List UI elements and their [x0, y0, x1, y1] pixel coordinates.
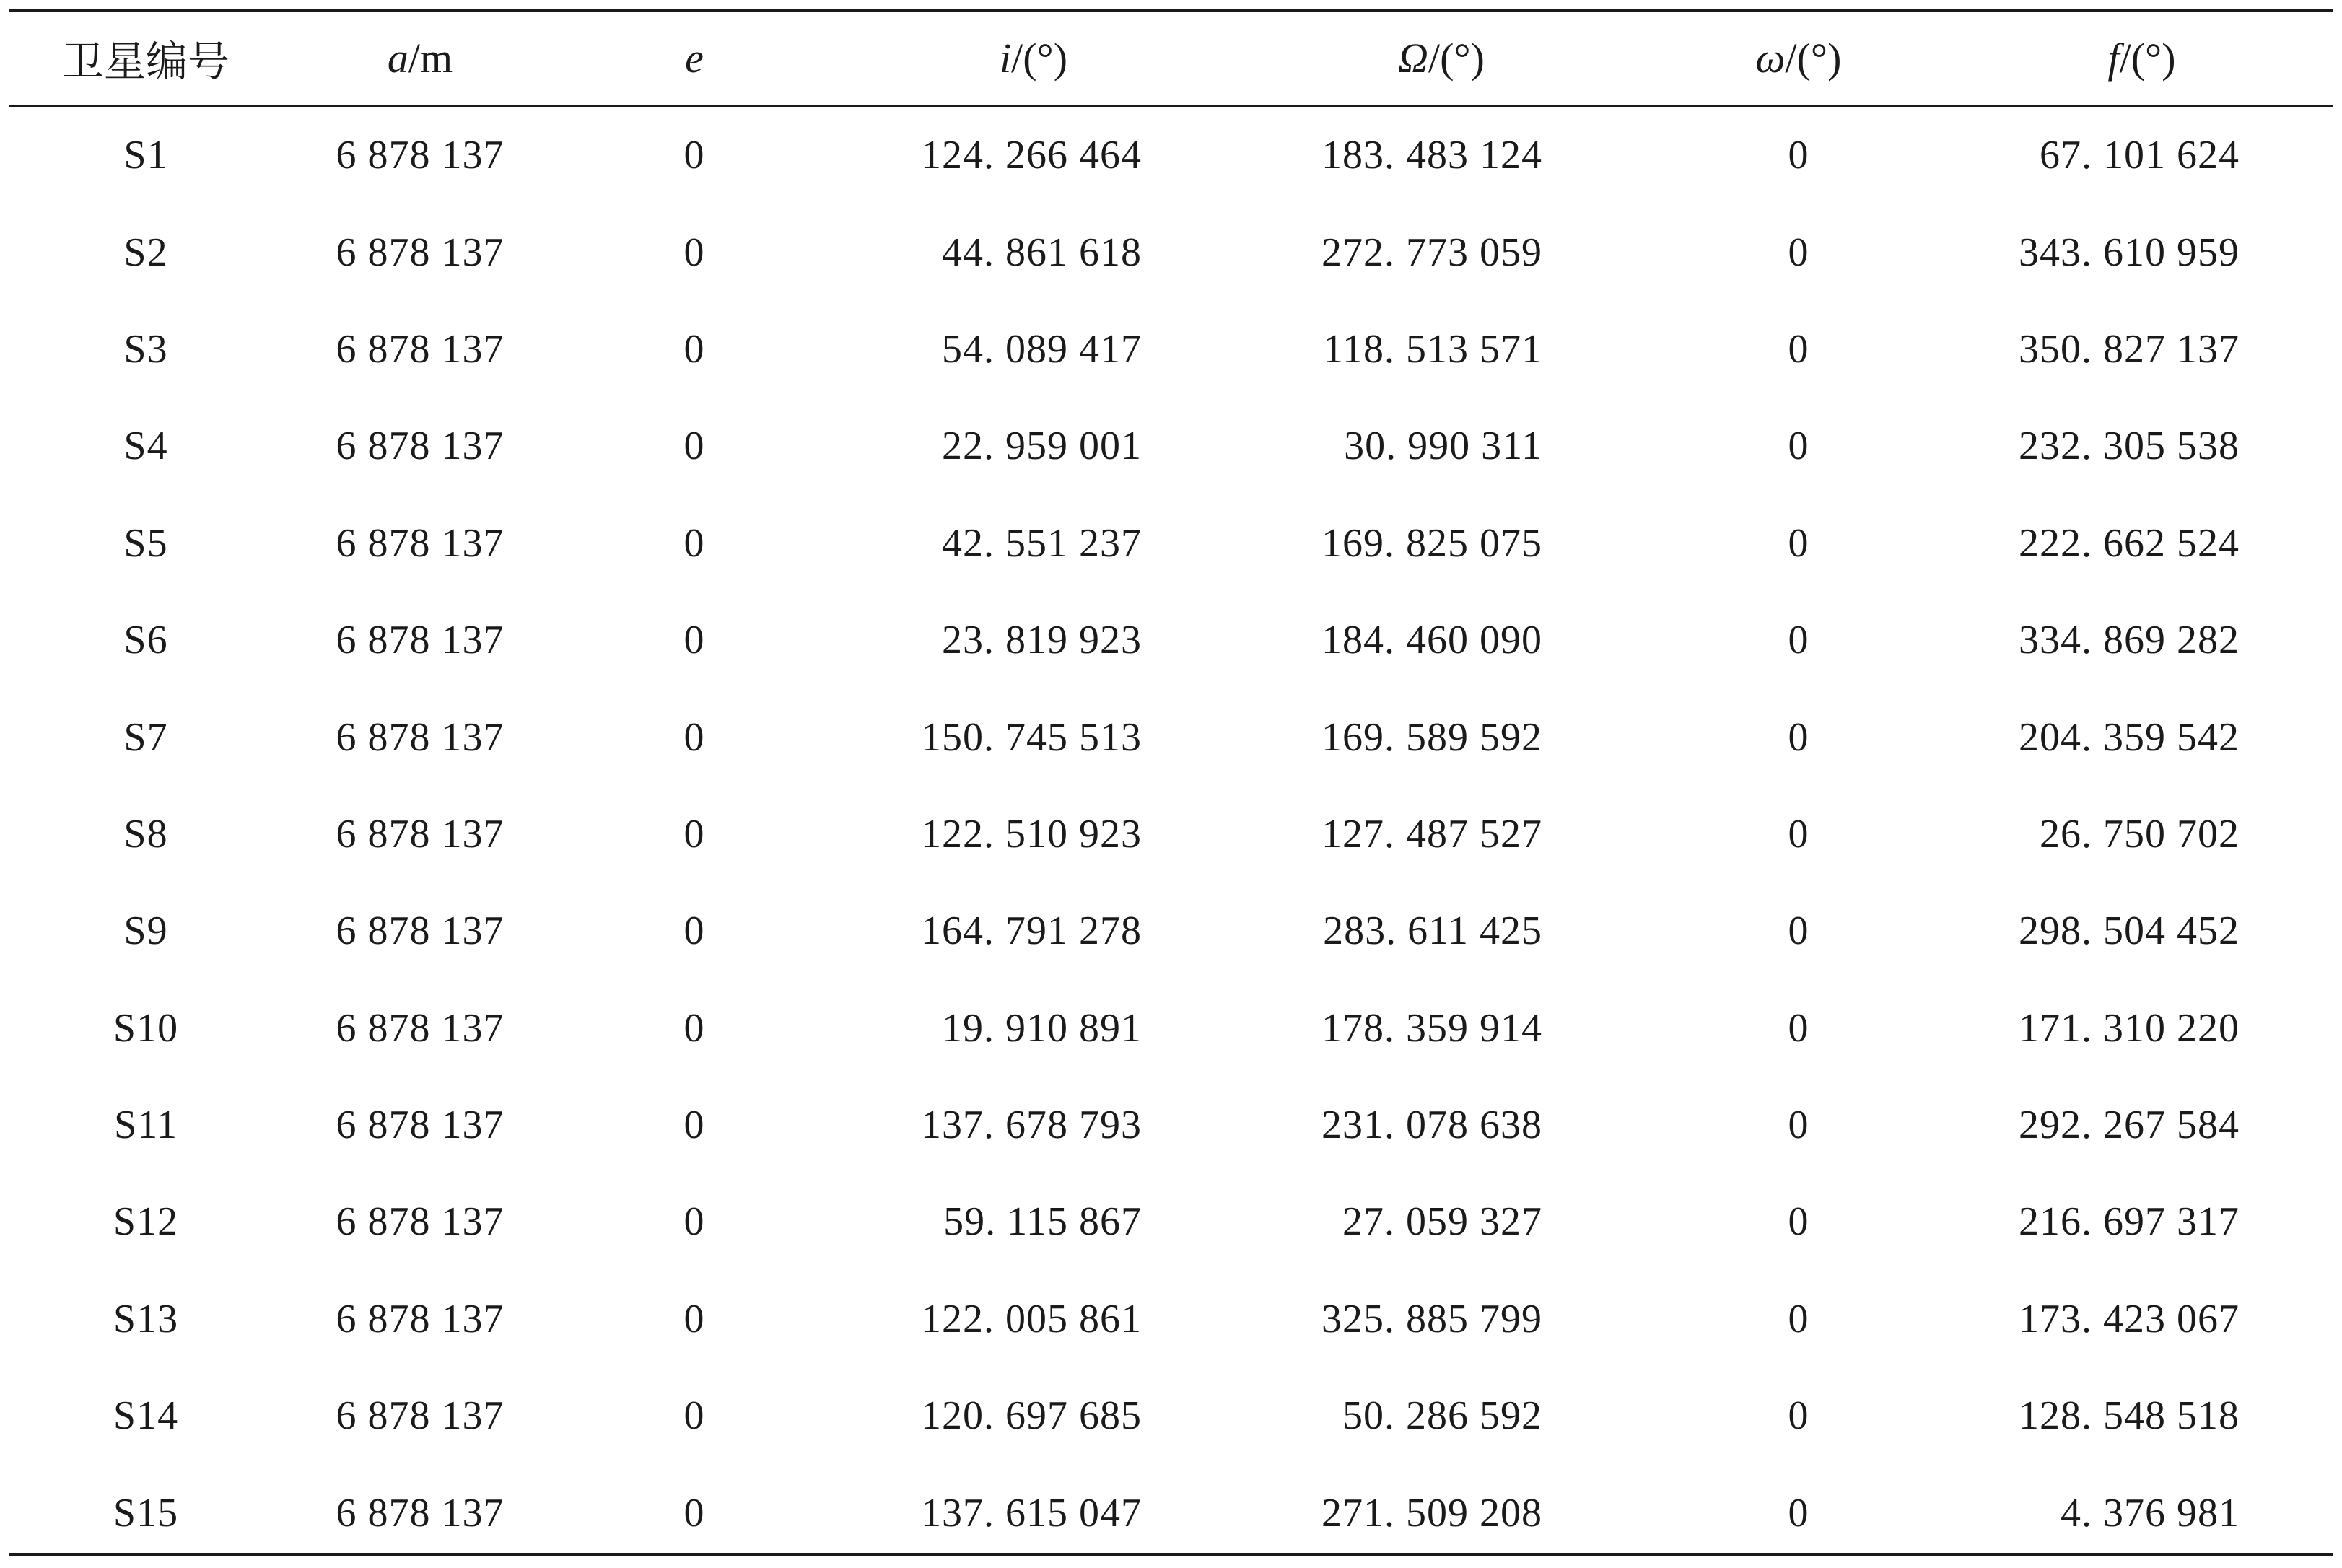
- cell-semi-major-axis: 6 878 137: [336, 1103, 504, 1148]
- cell-satellite-id: S1: [123, 133, 168, 178]
- table-row: [9, 301, 2333, 398]
- cell-semi-major-axis: 6 878 137: [336, 908, 504, 954]
- cell-raan: 283. 611 425: [1323, 908, 1542, 954]
- table-row: [9, 1077, 2333, 1173]
- table-row: [9, 1464, 2333, 1561]
- cell-argument-of-perigee: 0: [1788, 520, 1809, 566]
- table-header-row: [9, 9, 2333, 107]
- cell-satellite-id: S10: [113, 1005, 179, 1051]
- cell-semi-major-axis: 6 878 137: [336, 714, 504, 760]
- cell-semi-major-axis: 6 878 137: [336, 520, 504, 566]
- cell-semi-major-axis: 6 878 137: [336, 326, 504, 372]
- cell-argument-of-perigee: 0: [1788, 229, 1809, 275]
- cell-semi-major-axis: 6 878 137: [336, 133, 504, 178]
- cell-satellite-id: S7: [123, 714, 168, 760]
- cell-satellite-id: S11: [113, 1103, 178, 1148]
- cell-raan: 169. 589 592: [1321, 714, 1542, 760]
- cell-true-anomaly: 222. 662 524: [2019, 520, 2240, 566]
- cell-satellite-id: S4: [123, 424, 168, 469]
- cell-inclination: 42. 551 237: [942, 520, 1142, 566]
- cell-eccentricity: 0: [683, 811, 705, 857]
- cell-semi-major-axis: 6 878 137: [336, 618, 504, 663]
- cell-satellite-id: S6: [123, 618, 168, 663]
- table-row: [9, 1367, 2333, 1464]
- cell-true-anomaly: 292. 267 584: [2019, 1103, 2240, 1148]
- cell-inclination: 59. 115 867: [943, 1199, 1142, 1245]
- cell-true-anomaly: 343. 610 959: [2019, 229, 2240, 275]
- cell-argument-of-perigee: 0: [1788, 714, 1809, 760]
- cell-eccentricity: 0: [683, 424, 705, 469]
- header-true-anomaly: f/(°): [2107, 34, 2176, 82]
- cell-argument-of-perigee: 0: [1788, 1490, 1809, 1536]
- table-row: [9, 495, 2333, 592]
- cell-satellite-id: S15: [113, 1490, 179, 1536]
- cell-semi-major-axis: 6 878 137: [336, 1393, 504, 1439]
- cell-inclination: 23. 819 923: [942, 618, 1142, 663]
- cell-eccentricity: 0: [683, 1490, 705, 1536]
- header-argument-of-perigee: ω/(°): [1755, 34, 1842, 82]
- header-eccentricity: e: [685, 34, 704, 82]
- cell-raan: 30. 990 311: [1344, 424, 1542, 469]
- cell-eccentricity: 0: [683, 1393, 705, 1439]
- cell-raan: 27. 059 327: [1342, 1199, 1542, 1245]
- cell-true-anomaly: 232. 305 538: [2019, 424, 2240, 469]
- table-row: [9, 398, 2333, 494]
- cell-true-anomaly: 334. 869 282: [2019, 618, 2240, 663]
- cell-true-anomaly: 171. 310 220: [2019, 1005, 2240, 1051]
- cell-inclination: 120. 697 685: [921, 1393, 1142, 1439]
- cell-eccentricity: 0: [683, 520, 705, 566]
- cell-raan: 169. 825 075: [1321, 520, 1542, 566]
- cell-eccentricity: 0: [683, 1296, 705, 1341]
- cell-argument-of-perigee: 0: [1788, 326, 1809, 372]
- cell-semi-major-axis: 6 878 137: [336, 1199, 504, 1245]
- cell-raan: 50. 286 592: [1342, 1393, 1542, 1439]
- cell-inclination: 19. 910 891: [942, 1005, 1142, 1051]
- cell-true-anomaly: 4. 376 981: [2061, 1490, 2240, 1536]
- cell-eccentricity: 0: [683, 908, 705, 954]
- cell-inclination: 150. 745 513: [921, 714, 1142, 760]
- cell-true-anomaly: 26. 750 702: [2040, 811, 2240, 857]
- cell-raan: 271. 509 208: [1321, 1490, 1542, 1536]
- table-row: [9, 980, 2333, 1077]
- cell-satellite-id: S5: [123, 520, 168, 566]
- cell-raan: 325. 885 799: [1321, 1296, 1542, 1341]
- cell-raan: 184. 460 090: [1321, 618, 1542, 663]
- table-row: [9, 882, 2333, 979]
- cell-true-anomaly: 173. 423 067: [2019, 1296, 2240, 1341]
- cell-eccentricity: 0: [683, 1199, 705, 1245]
- cell-eccentricity: 0: [683, 326, 705, 372]
- cell-semi-major-axis: 6 878 137: [336, 229, 504, 275]
- cell-satellite-id: S13: [113, 1296, 179, 1341]
- cell-true-anomaly: 204. 359 542: [2019, 714, 2240, 760]
- table-row: [9, 592, 2333, 688]
- cell-true-anomaly: 67. 101 624: [2040, 133, 2240, 178]
- cell-raan: 231. 078 638: [1321, 1103, 1542, 1148]
- cell-semi-major-axis: 6 878 137: [336, 1296, 504, 1341]
- cell-inclination: 137. 615 047: [921, 1490, 1142, 1536]
- table-row: [9, 786, 2333, 882]
- table-row: [9, 203, 2333, 300]
- table-row: [9, 107, 2333, 203]
- cell-inclination: 54. 089 417: [942, 326, 1142, 372]
- cell-satellite-id: S9: [123, 908, 168, 954]
- cell-true-anomaly: 128. 548 518: [2019, 1393, 2240, 1439]
- cell-true-anomaly: 350. 827 137: [2019, 326, 2240, 372]
- cell-argument-of-perigee: 0: [1788, 1393, 1809, 1439]
- cell-semi-major-axis: 6 878 137: [336, 1005, 504, 1051]
- cell-semi-major-axis: 6 878 137: [336, 811, 504, 857]
- cell-argument-of-perigee: 0: [1788, 1103, 1809, 1148]
- header-semi-major-axis: a/m: [387, 34, 453, 82]
- table-row: [9, 1173, 2333, 1270]
- cell-inclination: 122. 005 861: [921, 1296, 1142, 1341]
- cell-argument-of-perigee: 0: [1788, 424, 1809, 469]
- cell-inclination: 22. 959 001: [942, 424, 1142, 469]
- cell-true-anomaly: 298. 504 452: [2019, 908, 2240, 954]
- cell-raan: 178. 359 914: [1321, 1005, 1542, 1051]
- cell-semi-major-axis: 6 878 137: [336, 1490, 504, 1536]
- cell-satellite-id: S3: [123, 326, 168, 372]
- cell-argument-of-perigee: 0: [1788, 1199, 1809, 1245]
- cell-raan: 272. 773 059: [1321, 229, 1542, 275]
- cell-satellite-id: S8: [123, 811, 168, 857]
- cell-eccentricity: 0: [683, 1005, 705, 1051]
- cell-satellite-id: S12: [113, 1199, 179, 1245]
- cell-semi-major-axis: 6 878 137: [336, 424, 504, 469]
- cell-argument-of-perigee: 0: [1788, 811, 1809, 857]
- cell-satellite-id: S2: [123, 229, 168, 275]
- cell-true-anomaly: 216. 697 317: [2019, 1199, 2240, 1245]
- cell-raan: 118. 513 571: [1323, 326, 1542, 372]
- header-inclination: i/(°): [999, 34, 1068, 82]
- cell-eccentricity: 0: [683, 618, 705, 663]
- cell-inclination: 164. 791 278: [921, 908, 1142, 954]
- cell-raan: 183. 483 124: [1321, 133, 1542, 178]
- cell-eccentricity: 0: [683, 714, 705, 760]
- cell-inclination: 122. 510 923: [921, 811, 1142, 857]
- cell-satellite-id: S14: [113, 1393, 179, 1439]
- cell-inclination: 44. 861 618: [942, 229, 1142, 275]
- cell-argument-of-perigee: 0: [1788, 1005, 1809, 1051]
- cell-eccentricity: 0: [683, 229, 705, 275]
- cell-argument-of-perigee: 0: [1788, 1296, 1809, 1341]
- cell-argument-of-perigee: 0: [1788, 618, 1809, 663]
- cell-raan: 127. 487 527: [1321, 811, 1542, 857]
- table-body: [9, 107, 2333, 1562]
- header-satellite-id: 卫星编号: [61, 38, 230, 85]
- cell-argument-of-perigee: 0: [1788, 908, 1809, 954]
- table-row: [9, 688, 2333, 785]
- header-raan: Ω/(°): [1398, 34, 1485, 82]
- cell-inclination: 124. 266 464: [921, 133, 1142, 178]
- cell-inclination: 137. 678 793: [921, 1103, 1142, 1148]
- table-row: [9, 1271, 2333, 1367]
- cell-eccentricity: 0: [683, 1103, 705, 1148]
- cell-argument-of-perigee: 0: [1788, 133, 1809, 178]
- orbit-elements-table: [9, 9, 2333, 1562]
- cell-eccentricity: 0: [683, 133, 705, 178]
